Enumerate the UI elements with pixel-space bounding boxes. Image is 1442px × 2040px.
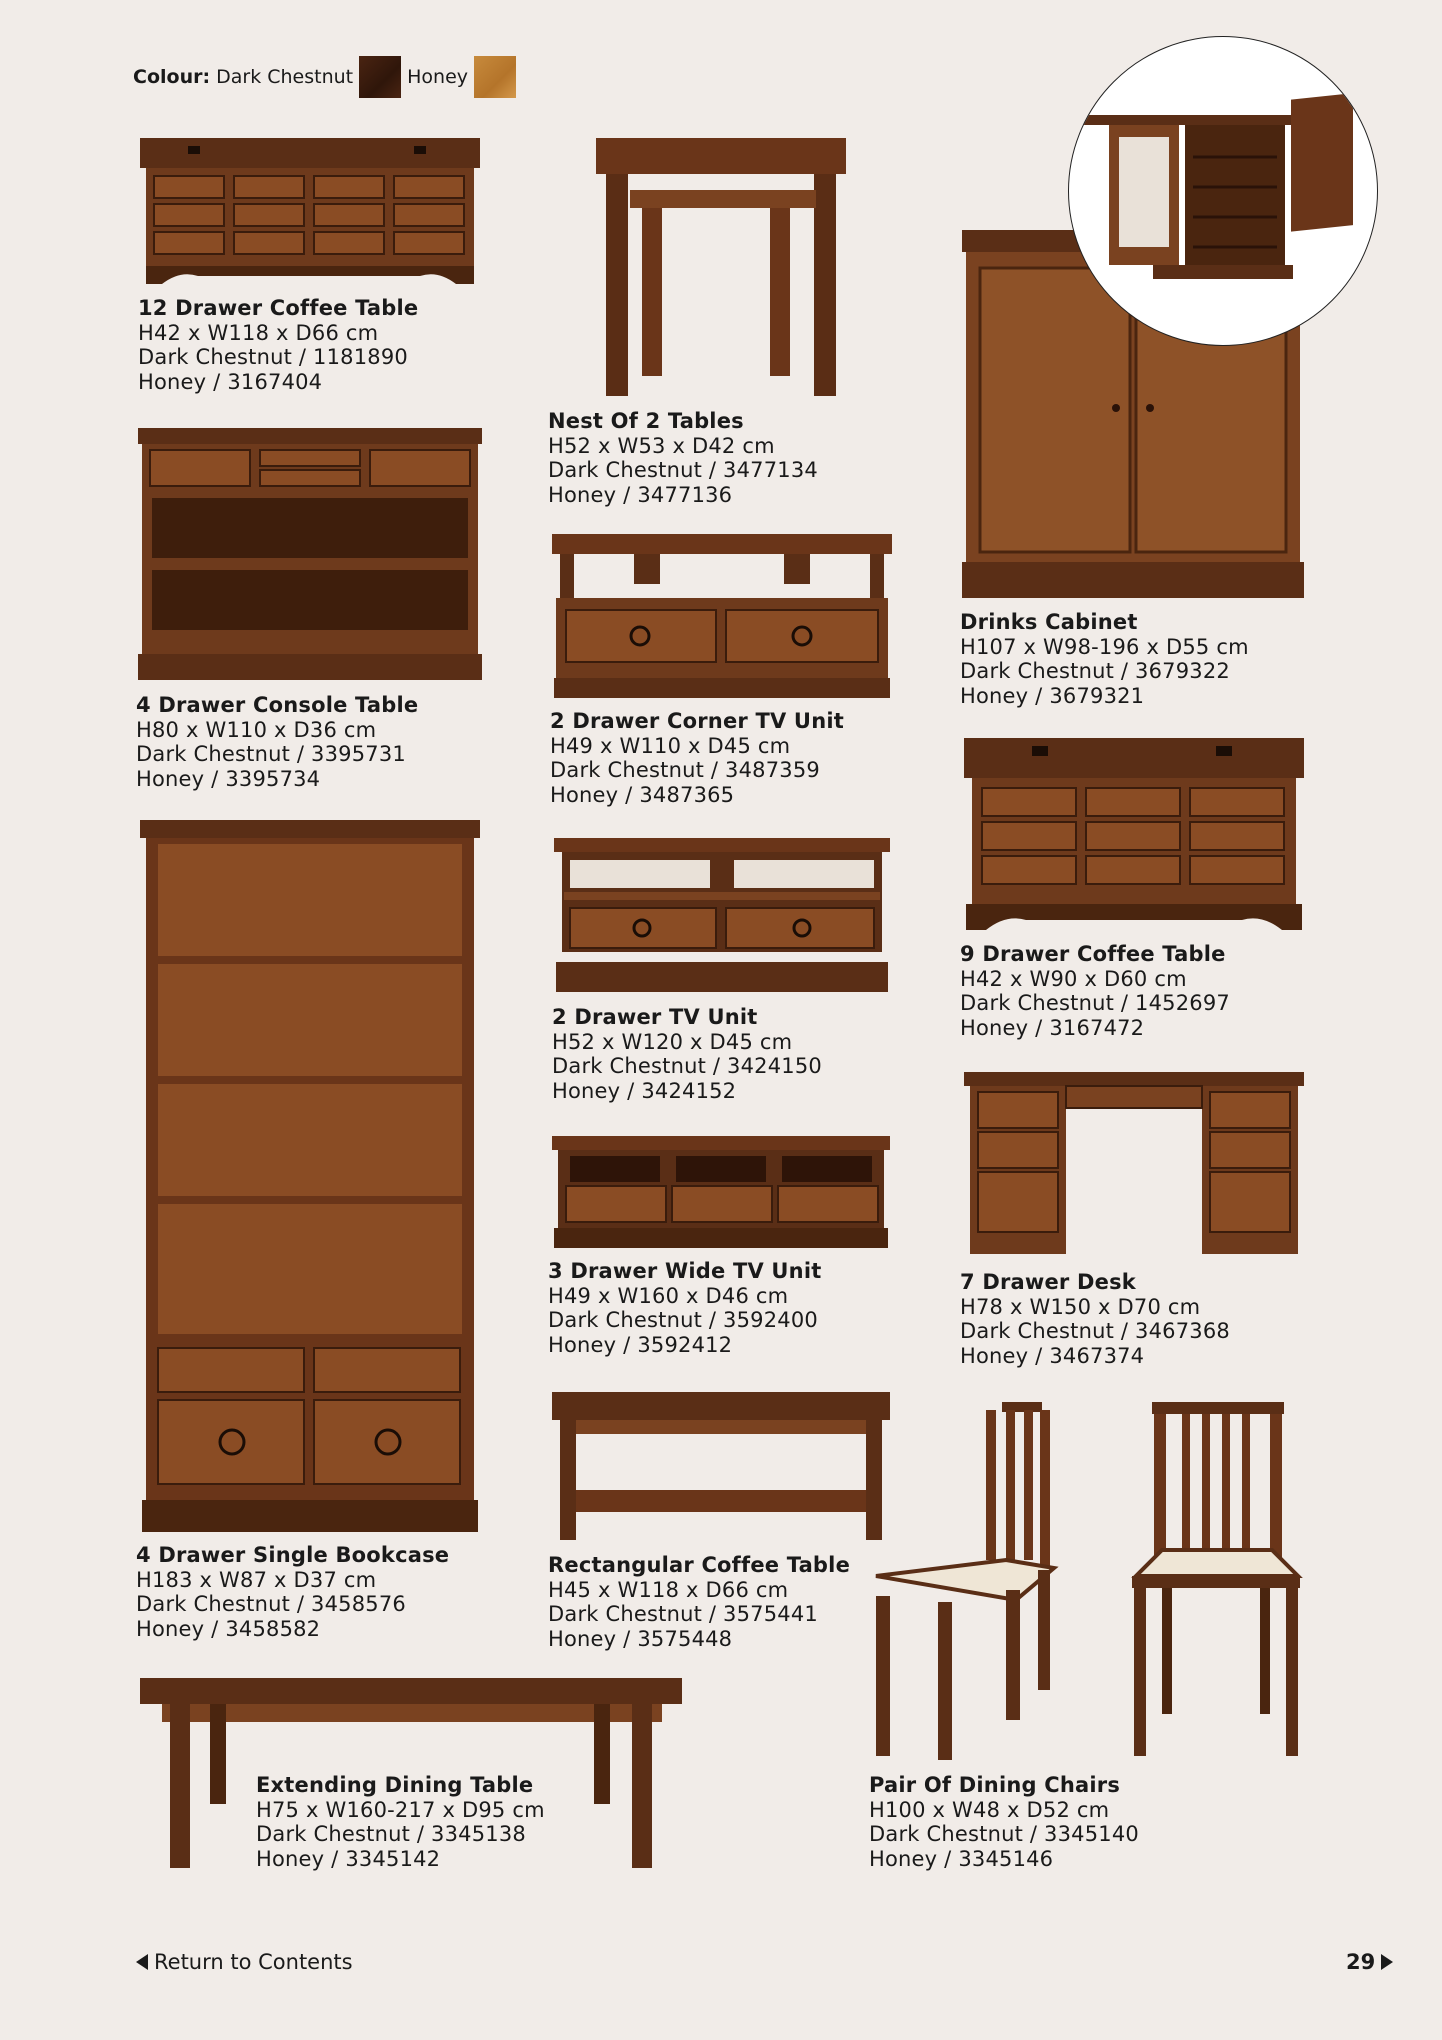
product-dimensions: H45 x W118 x D66 cm	[548, 1577, 789, 1602]
arrow-left-icon	[136, 1954, 148, 1970]
product-dark-chestnut-code: Dark Chestnut / 3458576	[136, 1592, 406, 1616]
product-title: Pair Of Dining Chairs	[869, 1773, 1121, 1797]
product-title: 4 Drawer Single Bookcase	[136, 1543, 450, 1567]
next-page-link[interactable]	[1346, 1950, 1393, 1974]
product-caption-nest-of-2-tables	[548, 409, 818, 507]
product-caption-7-drawer-desk	[960, 1270, 1230, 1368]
product-dimensions: H75 x W160-217 x D95 cm	[256, 1797, 545, 1822]
product-title: 3 Drawer Wide TV Unit	[548, 1259, 822, 1283]
product-dark-chestnut-code: Dark Chestnut / 3345138	[256, 1822, 526, 1846]
product-dimensions: H49 x W110 x D45 cm	[550, 733, 791, 758]
product-image-2-drawer-corner-tv-unit	[550, 532, 894, 700]
product-image-3-drawer-wide-tv-unit	[550, 1134, 892, 1250]
colour-honey-label: Honey	[407, 66, 469, 88]
colour-label: Colour:	[133, 66, 211, 88]
product-dark-chestnut-code: Dark Chestnut / 3592400	[548, 1308, 818, 1332]
product-honey-code: Honey / 3679321	[960, 683, 1145, 708]
product-honey-code: Honey / 3345142	[256, 1846, 441, 1871]
product-dimensions: H78 x W150 x D70 cm	[960, 1294, 1201, 1319]
product-dark-chestnut-code: Dark Chestnut / 3487359	[550, 758, 820, 782]
product-image-4-drawer-console-table	[136, 426, 484, 682]
product-title: 12 Drawer Coffee Table	[138, 296, 419, 320]
product-honey-code: Honey / 3345146	[869, 1846, 1054, 1871]
arrow-right-icon	[1381, 1954, 1393, 1970]
product-title: 4 Drawer Console Table	[136, 693, 419, 717]
product-dimensions: H52 x W120 x D45 cm	[552, 1029, 793, 1054]
product-title: 9 Drawer Coffee Table	[960, 942, 1226, 966]
product-image-9-drawer-coffee-table	[962, 736, 1306, 932]
product-caption-pair-of-dining-chairs	[869, 1773, 1139, 1871]
product-title: Nest Of 2 Tables	[548, 409, 744, 433]
product-dark-chestnut-code: Dark Chestnut / 3345140	[869, 1822, 1139, 1846]
product-honey-code: Honey / 3167472	[960, 1015, 1145, 1040]
product-dark-chestnut-code: Dark Chestnut / 3575441	[548, 1602, 818, 1626]
product-image-rectangular-coffee-table	[550, 1390, 892, 1542]
product-honey-code: Honey / 3167404	[138, 369, 323, 394]
product-dimensions: H183 x W87 x D37 cm	[136, 1567, 377, 1592]
colour-dark-label: Dark Chestnut	[216, 66, 354, 88]
product-dimensions: H80 x W110 x D36 cm	[136, 717, 377, 742]
product-dimensions: H42 x W118 x D66 cm	[138, 320, 379, 345]
product-dark-chestnut-code: Dark Chestnut / 1181890	[138, 345, 408, 369]
product-caption-12-drawer-coffee-table	[138, 296, 418, 394]
product-caption-2-drawer-corner-tv-unit	[550, 709, 844, 807]
product-dimensions: H107 x W98-196 x D55 cm	[960, 634, 1249, 659]
product-dark-chestnut-code: Dark Chestnut / 3477134	[548, 458, 818, 482]
product-title: 2 Drawer TV Unit	[552, 1005, 758, 1029]
product-title: 7 Drawer Desk	[960, 1270, 1136, 1294]
product-honey-code: Honey / 3424152	[552, 1078, 737, 1103]
product-dimensions: H42 x W90 x D60 cm	[960, 966, 1187, 991]
product-dark-chestnut-code: Dark Chestnut / 3395731	[136, 742, 406, 766]
product-caption-rectangular-coffee-table	[548, 1553, 850, 1651]
product-caption-3-drawer-wide-tv-unit	[548, 1259, 821, 1357]
product-dark-chestnut-code: Dark Chestnut / 3679322	[960, 659, 1230, 683]
product-image-12-drawer-coffee-table	[138, 136, 482, 286]
product-caption-9-drawer-coffee-table	[960, 942, 1230, 1040]
product-image-7-drawer-desk	[962, 1070, 1306, 1256]
product-dimensions: H49 x W160 x D46 cm	[548, 1283, 789, 1308]
drinks-cabinet-open-inset	[1068, 36, 1378, 346]
product-caption-extending-dining-table	[256, 1773, 545, 1871]
product-title: Extending Dining Table	[256, 1773, 534, 1797]
product-title: 2 Drawer Corner TV Unit	[550, 709, 844, 733]
product-dark-chestnut-code: Dark Chestnut / 1452697	[960, 991, 1230, 1015]
return-to-contents-link[interactable]	[136, 1950, 353, 1974]
product-honey-code: Honey / 3487365	[550, 782, 735, 807]
page-number: 29	[1346, 1950, 1376, 1974]
product-honey-code: Honey / 3395734	[136, 766, 321, 791]
dark-chestnut-swatch	[359, 56, 401, 98]
product-dark-chestnut-code: Dark Chestnut / 3467368	[960, 1319, 1230, 1343]
product-honey-code: Honey / 3467374	[960, 1343, 1145, 1368]
product-title: Drinks Cabinet	[960, 610, 1138, 634]
product-title: Rectangular Coffee Table	[548, 1553, 851, 1577]
honey-swatch	[474, 56, 516, 98]
product-honey-code: Honey / 3458582	[136, 1616, 321, 1641]
product-honey-code: Honey / 3592412	[548, 1332, 733, 1357]
product-image-2-drawer-tv-unit	[552, 836, 892, 996]
product-image-4-drawer-single-bookcase	[138, 818, 482, 1534]
product-dimensions: H52 x W53 x D42 cm	[548, 433, 775, 458]
colour-legend	[133, 55, 522, 99]
product-dark-chestnut-code: Dark Chestnut / 3424150	[552, 1054, 822, 1078]
product-image-pair-of-dining-chairs	[866, 1400, 1306, 1766]
product-caption-4-drawer-single-bookcase	[136, 1543, 449, 1641]
product-image-nest-of-2-tables	[594, 136, 848, 398]
product-dimensions: H100 x W48 x D52 cm	[869, 1797, 1110, 1822]
product-caption-2-drawer-tv-unit	[552, 1005, 822, 1103]
return-to-contents-label: Return to Contents	[154, 1950, 353, 1974]
product-caption-drinks-cabinet	[960, 610, 1249, 708]
product-honey-code: Honey / 3575448	[548, 1626, 733, 1651]
product-honey-code: Honey / 3477136	[548, 482, 733, 507]
product-caption-4-drawer-console-table	[136, 693, 418, 791]
